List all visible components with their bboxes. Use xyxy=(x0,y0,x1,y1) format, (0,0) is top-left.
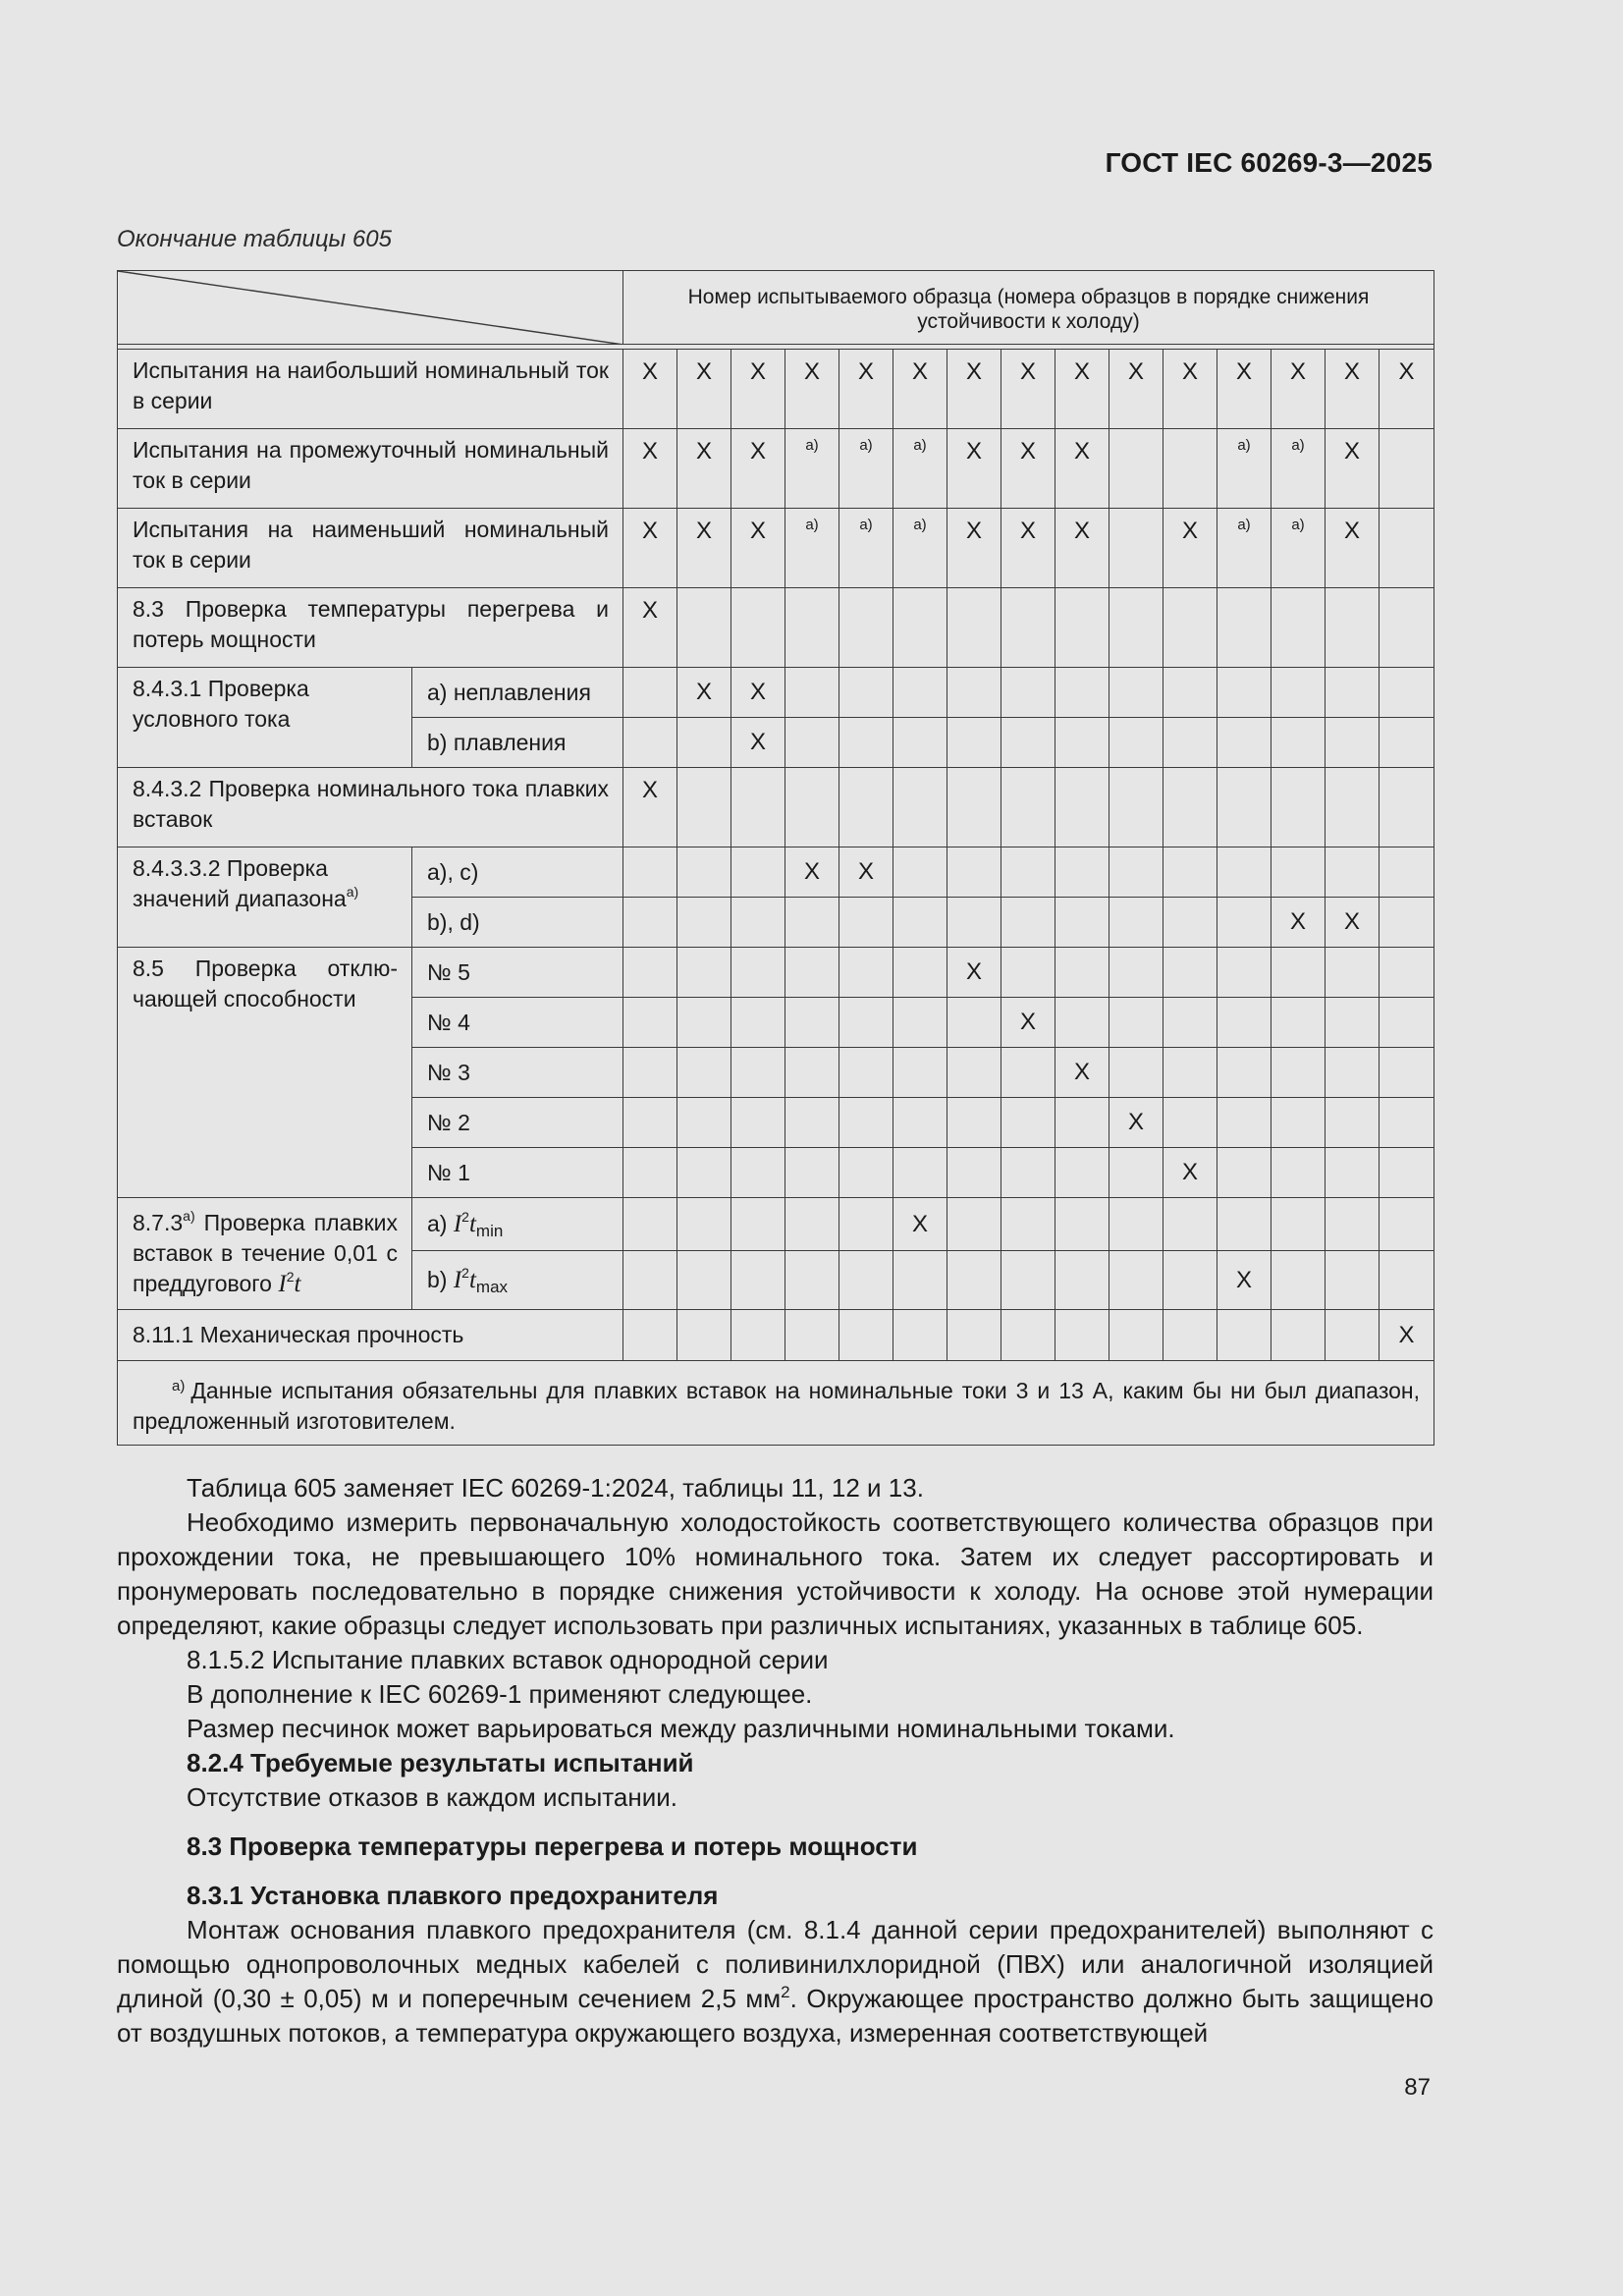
paragraph: В дополнение к IEC 60269-1 применяют следующее. xyxy=(187,1679,813,1709)
table-row xyxy=(118,429,1434,509)
subrow-label-i2t-max xyxy=(412,1251,623,1310)
mark-x: X xyxy=(623,768,677,847)
paragraph-part: . Окружающее пространство должно быть защищено от воздушных потоков, а температура окружающего воздуха, измеренная соответствующей xyxy=(117,1984,1434,2048)
subrow-label-no1: № 1 xyxy=(412,1148,623,1198)
table-caption: Окончание таблицы 605 xyxy=(117,226,392,252)
symbol-t: t xyxy=(294,1271,301,1297)
mark-x: X xyxy=(731,509,785,588)
page-number: 87 xyxy=(1404,2074,1431,2101)
mark-x: X xyxy=(947,948,1001,998)
subclause-title: 8.1.5.2 Испытание плавких вставок однородной серии xyxy=(187,1645,829,1674)
mark-x: X xyxy=(1271,898,1325,948)
standard-header: ГОСТ IEC 60269-3—2025 xyxy=(1105,147,1433,178)
table-605 xyxy=(117,270,1434,1446)
mark-x: X xyxy=(623,350,677,429)
symbol-t: t xyxy=(468,1210,476,1237)
row-label-breaking-capacity: 8.5 Проверка отключающей способности xyxy=(118,948,412,1198)
mark-x: X xyxy=(1055,429,1109,509)
mark-x: X xyxy=(1217,350,1271,429)
mark-x: X xyxy=(731,350,785,429)
mark-x: X xyxy=(947,429,1001,509)
mark-x: X xyxy=(677,668,731,718)
mark-x: X xyxy=(731,429,785,509)
table-header-row xyxy=(118,271,1434,345)
row-label-mechanical-strength: 8.11.1 Механическая прочность xyxy=(118,1310,623,1361)
section-heading: 8.2.4 Требуемые результаты испытаний xyxy=(187,1748,694,1777)
mark-footnote: a) xyxy=(1217,509,1271,588)
superscript: 2 xyxy=(781,1983,790,2001)
exponent: 2 xyxy=(286,1269,295,1285)
mark-x: X xyxy=(1001,429,1055,509)
row-label-temperature-rise: 8.3 Проверка температуры перегрева и потерь мощности xyxy=(118,588,623,668)
subrow-label-no2: № 2 xyxy=(412,1098,623,1148)
row-label-range-values xyxy=(118,847,412,948)
sample-number-header: Номер испытываемого образца (номера образцов в порядке снижения устойчивости к холоду) xyxy=(623,271,1434,345)
mark-x: X xyxy=(1271,350,1325,429)
table-row xyxy=(118,588,1434,668)
table-row xyxy=(118,847,1434,898)
mark-footnote: a) xyxy=(785,429,839,509)
mark-footnote: a) xyxy=(893,509,947,588)
mark-footnote: a) xyxy=(1271,509,1325,588)
diagonal-header-cell xyxy=(118,271,623,345)
mark-x: X xyxy=(1325,898,1380,948)
mark-x: X xyxy=(1055,509,1109,588)
row-label-prearcing-num: 8.7.3 xyxy=(133,1210,184,1235)
mark-x: X xyxy=(1325,509,1380,588)
mark-x: X xyxy=(893,350,947,429)
mark-footnote: a) xyxy=(839,429,893,509)
mark-x: X xyxy=(839,350,893,429)
subrow-label-a-c: a), c) xyxy=(412,847,623,898)
mark-x: X xyxy=(1163,1148,1217,1198)
mark-x: X xyxy=(1380,350,1434,429)
row-label-conventional-current: 8.4.3.1 Проверка условного тока xyxy=(118,668,412,768)
mark-x: X xyxy=(1109,350,1163,429)
table-row xyxy=(118,948,1434,998)
mark-x: X xyxy=(1055,1048,1109,1098)
paragraph: Таблица 605 заменяет IEC 60269-1:2024, таблицы 11, 12 и 13. xyxy=(187,1473,924,1503)
mark-x: X xyxy=(1001,509,1055,588)
empty-cell xyxy=(1380,509,1434,588)
footnote-ref: a) xyxy=(183,1208,195,1224)
subrow-label-no3: № 3 xyxy=(412,1048,623,1098)
symbol-i: I xyxy=(453,1210,462,1237)
paragraph: Необходимо измерить первоначальную холодостойкость соответствующего количества образцов при прохождении тока, не превышающего 10% номинального тока. Затем их следует рассортировать и пронумеровать последовательно в порядке снижения устойчивости к холоду. На основе этой нумерации определяют, какие образцы следует использовать при различных испытаниях, указанных в таблице 605. xyxy=(117,1507,1434,1640)
mark-x: X xyxy=(839,847,893,898)
subrow-label-no5: № 5 xyxy=(412,948,623,998)
mark-x: X xyxy=(1055,350,1109,429)
mark-x: X xyxy=(1163,350,1217,429)
section-heading: 8.3 Проверка температуры перегрева и потерь мощности xyxy=(187,1831,918,1861)
mark-x: X xyxy=(1325,350,1380,429)
diagonal-line xyxy=(118,271,623,345)
table-row xyxy=(118,768,1434,847)
row-label-range-values-text: 8.4.3.3.2 Проверка значений диапазона xyxy=(133,855,347,911)
mark-x: X xyxy=(893,1198,947,1251)
footnote-mark: a) xyxy=(172,1378,186,1394)
mark-x: X xyxy=(1380,1310,1434,1361)
subrow-label-non-fusing: a) неплавления xyxy=(412,668,623,718)
symbol-i: I xyxy=(453,1266,462,1293)
row-label-highest-current: Испытания на наибольший номинальный ток в серии xyxy=(118,350,623,429)
mark-x: X xyxy=(785,350,839,429)
mark-x: X xyxy=(1001,350,1055,429)
mark-x: X xyxy=(677,509,731,588)
section-heading: 8.3.1 Установка плавкого предохранителя xyxy=(187,1881,719,1910)
mark-x: X xyxy=(623,588,677,668)
mark-footnote: a) xyxy=(1217,429,1271,509)
mark-x: X xyxy=(677,429,731,509)
paragraph-part: Монтаж основания плавкого предохранителя (см. 8.1.4 данной серии предохранителей) выполняют с помощью однопроволочных медных кабелей с поливинилхлоридной (ПВХ) или аналогичной изоляцией длиной (0,30 ± 0,05) м и поперечным сечением 2,5 мм xyxy=(117,1915,1434,2013)
symbol-t: t xyxy=(468,1266,476,1293)
mark-x: X xyxy=(623,509,677,588)
table-row xyxy=(118,1198,1434,1251)
table-row xyxy=(118,1310,1434,1361)
mark-footnote: a) xyxy=(785,509,839,588)
row-label-prearcing-text: Проверка плавких вставок в течение 0,01 с преддугового xyxy=(133,1210,398,1296)
mark-footnote: a) xyxy=(893,429,947,509)
mark-x: X xyxy=(623,429,677,509)
subrow-label-b-d: b), d) xyxy=(412,898,623,948)
row-label-prearcing xyxy=(118,1198,412,1310)
footnote-text: Данные испытания обязательны для плавких вставок на номинальные токи 3 и 13 А, каким бы ни был диапазон, предложенный изготовителем. xyxy=(133,1378,1420,1434)
empty-cell xyxy=(1163,429,1217,509)
subrow-prefix: b) xyxy=(427,1266,454,1292)
symbol-i: I xyxy=(278,1271,287,1297)
mark-x: X xyxy=(1325,429,1380,509)
row-label-intermediate-current: Испытания на промежуточный номинальный ток в серии xyxy=(118,429,623,509)
subrow-label-fusing: b) плавления xyxy=(412,718,623,768)
empty-cell xyxy=(1380,429,1434,509)
mark-x: X xyxy=(1001,998,1055,1048)
exponent: 2 xyxy=(461,1264,469,1281)
subscript-min: min xyxy=(475,1221,504,1240)
paragraph xyxy=(117,1913,1434,2050)
mark-x: X xyxy=(677,350,731,429)
footnote-ref: a) xyxy=(346,884,359,900)
body-text xyxy=(117,1471,1434,2050)
mark-x: X xyxy=(731,718,785,768)
mark-footnote: a) xyxy=(1271,429,1325,509)
table-footnote xyxy=(118,1361,1434,1446)
empty-cell xyxy=(1109,509,1163,588)
table-row xyxy=(118,668,1434,718)
subrow-label-no4: № 4 xyxy=(412,998,623,1048)
mark-x: X xyxy=(731,668,785,718)
exponent: 2 xyxy=(461,1208,469,1225)
mark-x: X xyxy=(947,350,1001,429)
mark-x: X xyxy=(1109,1098,1163,1148)
mark-x: X xyxy=(947,509,1001,588)
empty-cell xyxy=(1109,429,1163,509)
row-label-rated-current: 8.4.3.2 Проверка номинального тока плавких вставок xyxy=(118,768,623,847)
paragraph: Отсутствие отказов в каждом испытании. xyxy=(187,1782,677,1812)
table-row xyxy=(118,350,1434,429)
row-label-lowest-current: Испытания на наименьший номинальный ток в серии xyxy=(118,509,623,588)
mark-x: X xyxy=(1163,509,1217,588)
subrow-label-i2t-min xyxy=(412,1198,623,1251)
subrow-prefix: a) xyxy=(427,1210,454,1236)
mark-x: X xyxy=(785,847,839,898)
table-row xyxy=(118,509,1434,588)
subscript-max: max xyxy=(475,1277,509,1296)
mark-x: X xyxy=(1217,1251,1271,1310)
table-footnote-row xyxy=(118,1361,1434,1446)
mark-footnote: a) xyxy=(839,509,893,588)
paragraph: Размер песчинок может варьироваться между различными номинальными токами. xyxy=(187,1714,1175,1743)
